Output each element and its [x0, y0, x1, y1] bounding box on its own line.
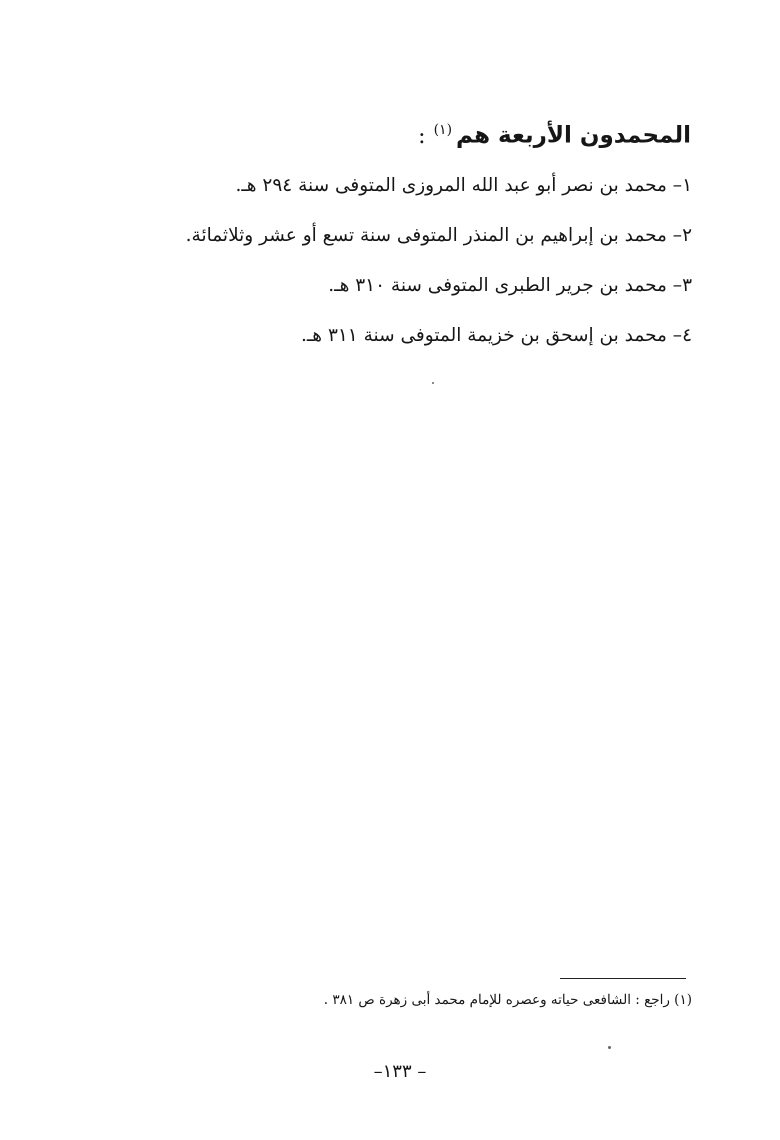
list-item: ٣– محمد بن جرير الطبرى المتوفى سنة ٣١٠ هـ.	[328, 275, 692, 296]
footnote: (١) راجع : الشافعى حياته وعصره للإمام محمد أبى زهرة ص ٣٨١ .	[323, 992, 692, 1008]
list-item: ١– محمد بن نصر أبو عبد الله المروزى المتوفى سنة ٢٩٤ هـ.	[235, 175, 692, 196]
footnote-separator	[560, 978, 686, 979]
heading-colon: :	[418, 123, 426, 149]
names-list	[186, 166, 692, 366]
scan-speck	[608, 1046, 611, 1049]
list-item: ٢– محمد بن إبراهيم بن المنذر المتوفى سنة تسع أو عشر وثلاثمائة.	[185, 225, 692, 246]
list-item: ٤– محمد بن إسحق بن خزيمة المتوفى سنة ٣١١ هـ.	[301, 325, 692, 346]
scan-speck	[432, 382, 434, 384]
section-heading	[418, 110, 691, 157]
page-number: –١٣٣ –	[373, 1061, 427, 1082]
footnote-reference-mark: (١)	[433, 122, 453, 138]
heading-title: المحمدون الأربعة هم	[456, 122, 691, 149]
